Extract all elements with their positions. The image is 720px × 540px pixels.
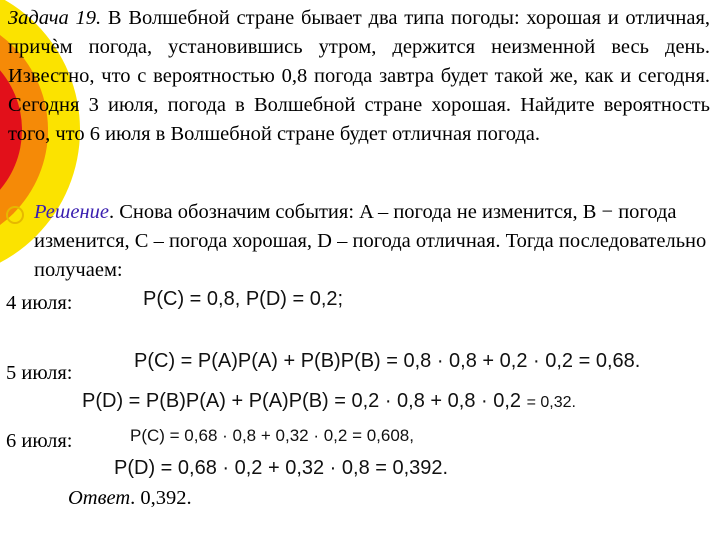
solution-intro bbox=[34, 198, 714, 285]
bullet-icon bbox=[6, 206, 24, 224]
formula-july4: P(C) = 0,8, P(D) = 0,2; bbox=[143, 288, 344, 310]
day-label-july5: 5 июля: bbox=[6, 362, 73, 384]
answer-label: Ответ bbox=[68, 487, 131, 509]
formula-july5-pd bbox=[82, 390, 576, 413]
day-label-july6: 6 июля: bbox=[6, 430, 73, 452]
formula-july6-pd: P(D) = 0,68 · 0,2 + 0,32 · 0,8 = 0,392. bbox=[114, 457, 449, 479]
solution-text: . Снова обозначим события: A – погода не изменится, B − погода изменится, C – погода хорошая, D – погода отличная. Тогда последовательно получаем: bbox=[34, 201, 707, 281]
problem-label: Задача 19. bbox=[8, 7, 102, 29]
problem-text: В Волшебной стране бывает два типа погоды: хорошая и отличная, причѐм погода, установившись утром, держится неизменной весь день. Известно, что с вероятностью 0,8 погода завтра будет такой же, как и сегодня. Сегодня 3 июля, погода в Волшебной стране хорошая. Найдите вероятность того, что 6 июля в Волшебной стране будет отличная погода. bbox=[8, 7, 710, 145]
formula-july5-pc: P(C) = P(A)P(A) + P(B)P(B) = 0,8 · 0,8 + 0,2 · 0,2 = 0,68. bbox=[134, 350, 641, 372]
formula-july5-pd-result: = 0,32. bbox=[526, 394, 576, 411]
formula-july5-pd-main: P(D) = P(B)P(A) + P(A)P(B) = 0,2 · 0,8 + 0,8 · 0,2 bbox=[82, 390, 522, 412]
day-label-july4: 4 июля: bbox=[6, 292, 73, 314]
problem-statement bbox=[8, 4, 710, 149]
answer bbox=[68, 487, 192, 510]
formula-july6-pc: P(C) = 0,68 · 0,8 + 0,32 · 0,2 = 0,608, bbox=[130, 426, 414, 445]
solution-label: Решение bbox=[34, 201, 109, 223]
answer-text: . 0,392. bbox=[130, 487, 192, 509]
